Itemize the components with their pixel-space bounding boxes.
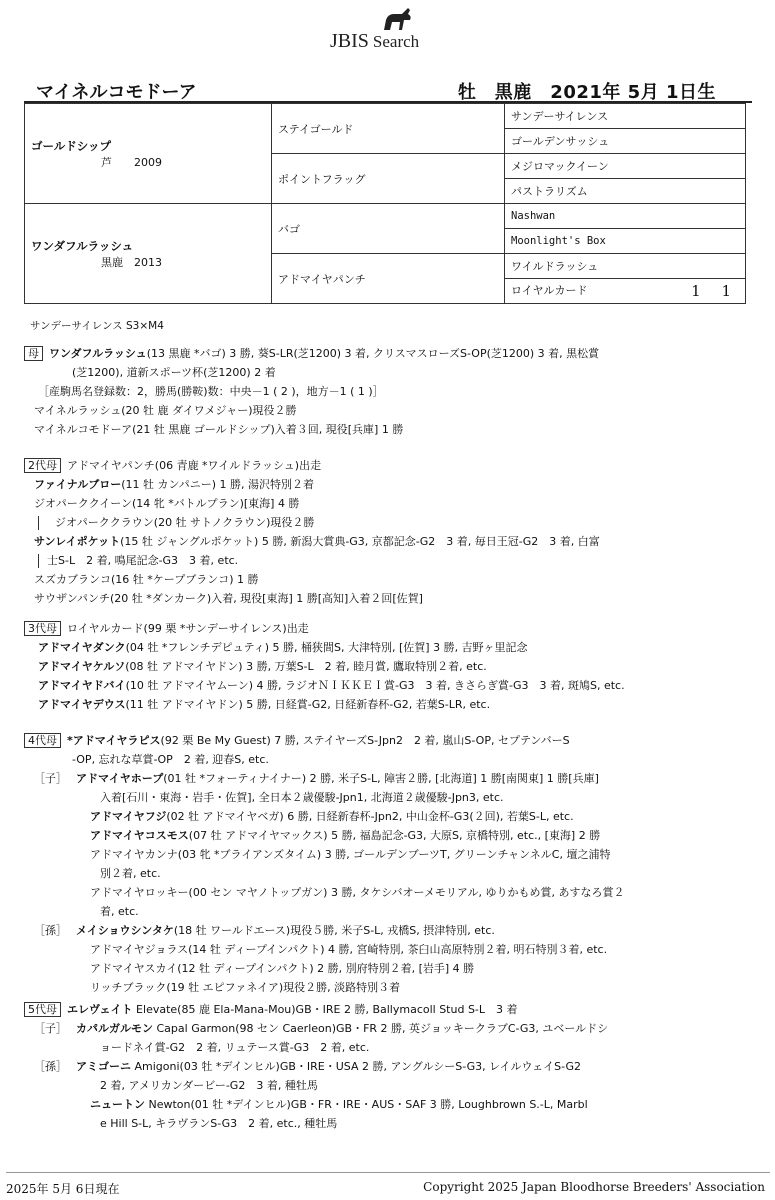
dds-cell[interactable]: ワイルドラッシュ (505, 254, 746, 279)
grandchild-label: ［孫］ (34, 924, 67, 937)
gen5-item: ョードネイ賞-G2 2 着, リュテース賞-G3 2 着, etc. (100, 1041, 370, 1054)
ddd-cell (505, 279, 746, 304)
sire-cell (25, 104, 272, 204)
gen2-item-text: (15 牡 ジャングルポケット) 5 勝, 新潟大賞典-G3, 京都記念-G2 3 着, 毎日王冠-G2 3 着, 白富 (120, 535, 600, 548)
gen5-item-text: Amigoni(03 牡 *デインヒル)GB・IRE・USA 2 勝, アングルシーS-G3, レイルウェイS-G2 (131, 1060, 581, 1073)
gen3-item-bold: アドマイヤダンク (38, 641, 126, 654)
gen2-section (24, 456, 744, 608)
gen5-head-bold: エレヴェイト (67, 1003, 133, 1016)
jbis-logo[interactable] (330, 6, 460, 52)
dam-produce-item: マイネルコモドーア(21 牡 黒鹿 ゴールドシップ)入着３回, 現役[兵庫] 1 勝 (34, 423, 404, 436)
sire-sire-cell[interactable]: ステイゴールド (272, 104, 505, 154)
gen4-tag: 4代母 (24, 733, 61, 748)
gen5-item-text: Capal Garmon(98 セン Caerleon)GB・FR 2 勝, 英ジョッキークラブC-G3, ユベールドシ (153, 1022, 609, 1035)
gen5-item-bold: ニュートン (90, 1098, 145, 1111)
sss-cell[interactable]: サンデーサイレンス (505, 104, 746, 129)
gen2-item-bold: サンレイポケット (34, 535, 121, 548)
gen4-item-bold: アドマイヤフジ (90, 810, 167, 823)
pedigree-count: 1 1 (691, 282, 739, 300)
gen5-tag: 5代母 (24, 1002, 61, 1017)
gen4-section (24, 731, 744, 997)
dsd-cell[interactable]: Moonlight's Box (505, 229, 746, 254)
gen4-item-text: (07 牡 アドマイヤマックス) 5 勝, 福島記念-G3, 大原S, 京橋特別, etc., [東海] 2 勝 (188, 829, 601, 842)
gen3-item-text: (08 牡 アドマイヤドン) 3 勝, 万葉S-L 2 着, 睦月賞, 鷹取特別２着, etc. (125, 660, 487, 673)
footer-divider (6, 1172, 770, 1173)
horse-info: 牡 黒鹿 2021年 5月 1日生 (457, 82, 716, 103)
gen3-item-bold: アドマイヤデウス (38, 698, 126, 711)
gen2-item: ジオパーククラウン(20 牡 サトノクラウン)現役２勝 (55, 516, 315, 529)
child-label: ［子］ (34, 772, 67, 785)
dam-sub: 黒鹿 2013 (101, 255, 162, 269)
gen4-item: リッチブラック(19 牡 エピファネイア)現役２勝, 淡路特別３着 (90, 981, 401, 994)
gen2-item-bold: ファイナルブロー (34, 478, 122, 491)
gen3-item-text: (04 牡 *フレンチデピュティ) 5 勝, 桶狭間S, 大津特別, [佐賀] 3 勝, 吉野ヶ里記念 (125, 641, 528, 654)
gen4-item-text: (01 牡 *フォーティナイナー) 2 勝, 米子S-L, 障害２勝, [北海道] 1 勝[南関東] 1 勝[兵庫] (163, 772, 599, 785)
gen5-section (24, 1000, 744, 1133)
indent-bar (38, 516, 39, 530)
ssd-cell[interactable]: ゴールデンサッシュ (505, 129, 746, 154)
gen3-item-bold: アドマイヤドバイ (38, 679, 126, 692)
gen2-tag: 2代母 (24, 458, 61, 473)
grandchild-label: ［孫］ (34, 1060, 67, 1073)
gen2-item: ジオパーククイーン(14 牝 *バトルプラン)[東海] 4 勝 (34, 497, 300, 510)
gen5-item-text: Newton(01 牡 *デインヒル)GB・FR・IRE・AUS・SAF 3 勝, Loughbrown S.-L, Marbl (145, 1098, 588, 1111)
dss-cell[interactable]: Nashwan (505, 204, 746, 229)
gen4-head-cont: -OP, 忘れな草賞-OP 2 着, 迎春S, etc. (72, 753, 269, 766)
gen3-head: ロイヤルカード(99 栗 *サンデーサイレンス)出走 (67, 622, 309, 635)
gen3-tag: 3代母 (24, 621, 61, 636)
ddd-name[interactable]: ロイヤルカード (511, 284, 588, 297)
footer-copyright: Copyright 2025 Japan Bloodhorse Breeders' Association (423, 1180, 765, 1194)
sds-cell[interactable]: メジロマックイーン (505, 154, 746, 179)
dam-sire-cell[interactable]: バゴ (272, 204, 505, 254)
gen2-item: サウザンパンチ(20 牡 *ダンカーク)入着, 現役[東海] 1 勝[高知]入着２回[佐賀] (34, 592, 423, 605)
gen5-item: e Hill S-L, キラヴランS-G3 2 着, etc., 種牡馬 (100, 1117, 338, 1130)
gen4-item-text: (02 牡 アドマイヤベガ) 6 勝, 日経新春杯-Jpn2, 中山金杯-G3(２回), 若葉S-L, etc. (166, 810, 574, 823)
gen4-item-text: (18 牡 ワールドエース)現役５勝, 米子S-L, 戎橋S, 摂津特別, etc. (173, 924, 495, 937)
gen3-item-text: (11 牡 アドマイヤドン) 5 勝, 日経賞-G2, 日経新春杯-G2, 若葉S-LR, etc. (125, 698, 491, 711)
gen5-head-text: Elevate(85 鹿 Ela-Mana-Mou)GB・IRE 2 勝, Ballymacoll Stud S-L 3 着 (132, 1003, 518, 1016)
horse-title-row (36, 78, 756, 102)
gen4-item: アドマイヤロッキー(00 セン マヤノトップガン) 3 勝, タケシバオーメモリアル, ゆりかもめ賞, あすなろ賞２ (90, 886, 625, 899)
logo-text: JBIS Search (330, 30, 420, 52)
gen4-item: アドマイヤスカイ(12 牡 ディープインパクト) 2 勝, 別府特別２着, [岩手] 4 勝 (90, 962, 475, 975)
sdd-cell[interactable]: パストラリズム (505, 179, 746, 204)
horse-name: マイネルコモドーア (36, 82, 197, 103)
dam-name[interactable]: ワンダフルラッシュ (31, 238, 134, 253)
dam-line-bold: ワンダフルラッシュ (49, 347, 147, 360)
gen3-item-text: (10 牡 アドマイヤムーン) 4 勝, ラジオＮＩＫＫＥＩ賞-G3 3 着, きさらぎ賞-G3 3 着, 斑鳩S, etc. (125, 679, 625, 692)
gen4-item: 着, etc. (100, 905, 139, 918)
sire-dam-cell[interactable]: ポイントフラッグ (272, 154, 505, 204)
gen4-item-bold: アドマイヤホープ (76, 772, 164, 785)
gen4-item: 入着[石川・東海・岩手・佐賀], 全日本２歳優駿-Jpn1, 北海道２歳優駿-Jpn3, etc. (100, 791, 504, 804)
dam-dam-cell[interactable]: アドマイヤパンチ (272, 254, 505, 304)
dam-produce-summary: ［産駒馬名登録数：2，勝馬(勝鞍)数：中央－1 ( 2 )，地方－1 ( 1 )］ (38, 385, 384, 398)
pedigree-table (24, 103, 746, 304)
dam-produce-item: マイネルラッシュ(20 牡 鹿 ダイワメジャー)現役２勝 (34, 404, 297, 417)
gen4-head-text: (92 栗 Be My Guest) 7 勝, ステイヤーズS-Jpn2 2 着, 嵐山S-OP, セプテンバーS (160, 734, 570, 747)
gen4-head-bold: *アドマイヤラピス (67, 734, 161, 747)
gen5-item: 2 着, アメリカンダービー-G2 3 着, 種牡馬 (100, 1079, 318, 1092)
gen4-item: 別２着, etc. (100, 867, 161, 880)
gen4-item-bold: メイショウシンタケ (76, 924, 174, 937)
gen2-head: アドマイヤパンチ(06 青鹿 *ワイルドラッシュ)出走 (67, 459, 322, 472)
gen3-item-bold: アドマイヤケルソ (38, 660, 126, 673)
dam-line: (芝1200), 道新スポーツ杯(芝1200) 2 着 (72, 366, 276, 379)
gen2-item: 士S-L 2 着, 鳴尾記念-G3 3 着, etc. (47, 554, 239, 567)
indent-bar (38, 554, 39, 568)
gen5-item-bold: アミゴーニ (76, 1060, 131, 1073)
dam-line-text: (13 黒鹿 *バゴ) 3 勝, 葵S-LR(芝1200) 3 着, クリスマスローズS-OP(芝1200) 3 着, 黒松賞 (146, 347, 600, 360)
dam-cell (25, 204, 272, 304)
inbreeding-note: サンデーサイレンス S3×M4 (30, 320, 164, 332)
gen4-item: アドマイヤジョラス(14 牡 ディープインパクト) 4 勝, 宮崎特別, 茶臼山高原特別２着, 明石特別３着, etc. (90, 943, 608, 956)
sire-name[interactable]: ゴールドシップ (31, 138, 112, 153)
dam-tag: 母 (24, 346, 43, 361)
horse-silhouette-icon (378, 6, 414, 32)
gen5-item-bold: カパルガルモン (76, 1022, 153, 1035)
footer-date: 2025年 5月 6日現在 (6, 1182, 120, 1196)
child-label: ［子］ (34, 1022, 67, 1035)
gen4-item: アドマイヤカンナ(03 牝 *ブライアンズタイム) 3 勝, ゴールデンブーツT, グリーンチャンネルC, 壇之浦特 (90, 848, 611, 861)
gen2-item-text: (11 牡 カンパニー) 1 勝, 湯沢特別２着 (121, 478, 315, 491)
gen3-section (24, 619, 744, 714)
gen2-item: スズカブランコ(16 牡 *ケープブランコ) 1 勝 (34, 573, 259, 586)
sire-sub: 芦 2009 (101, 155, 162, 169)
gen4-item-bold: アドマイヤコスモス (90, 829, 189, 842)
dam-section (24, 344, 744, 439)
